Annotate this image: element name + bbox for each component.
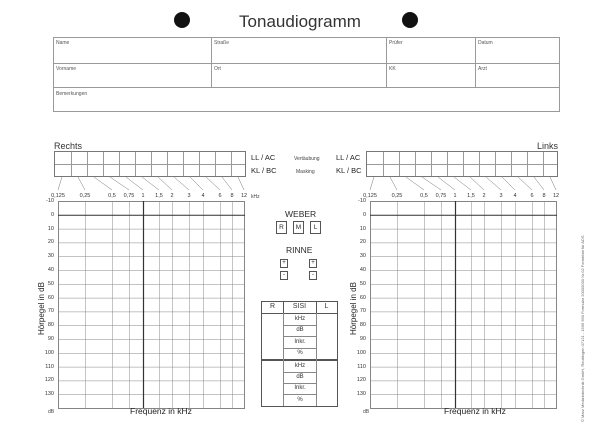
audiogram-grid-left bbox=[370, 201, 558, 409]
db-tick-left: -10 bbox=[358, 198, 366, 204]
field-doctor: Arzt bbox=[478, 66, 487, 72]
frequency-tick-left: 4 bbox=[513, 193, 517, 199]
frequency-tick-right: 3 bbox=[187, 193, 191, 199]
frequency-tick-left: 0,5 bbox=[420, 193, 428, 199]
publisher-imprint: © Marz Medizintechnik GmbH, Reutlingen 07121 - 1596 590 Formular 20000030 Nr.02 Formblatt für ADS bbox=[580, 235, 585, 422]
db-tick-left: 90 bbox=[359, 336, 366, 342]
sisi-row-label: % bbox=[297, 350, 303, 357]
sisi-header-left: L bbox=[324, 303, 329, 310]
db-tick-left: 10 bbox=[359, 225, 366, 232]
db-tick-left: 50 bbox=[359, 280, 366, 287]
db-tick-left: 100 bbox=[356, 349, 366, 356]
rinne-left-plus[interactable]: + bbox=[309, 259, 317, 268]
field-street: Straße bbox=[214, 40, 230, 46]
db-tick-right: 120 bbox=[44, 377, 54, 384]
db-tick-left: 80 bbox=[359, 322, 366, 329]
frequency-tick-left: 1,5 bbox=[467, 193, 475, 199]
ac-label-left: LL / AC bbox=[336, 153, 361, 162]
frequency-tick-right: 0,75 bbox=[123, 193, 135, 199]
x-axis-label-right: Frequenz in kHz bbox=[130, 406, 192, 416]
sisi-row-label: Inkr. bbox=[294, 338, 306, 345]
rinne-right-plus[interactable]: + bbox=[280, 259, 288, 268]
db-unit-right: dB bbox=[48, 409, 55, 415]
frequency-tick-right: 2 bbox=[170, 193, 174, 199]
field-insurance: KK bbox=[389, 66, 396, 72]
field-city: Ort bbox=[214, 66, 221, 72]
frequency-tick-left: 8 bbox=[542, 193, 546, 199]
bc-label-left: KL / BC bbox=[336, 166, 362, 175]
db-tick-right: 100 bbox=[44, 349, 54, 356]
db-tick-right: 50 bbox=[47, 280, 54, 287]
ac-label-right: LL / AC bbox=[251, 153, 276, 162]
frequency-tick-right: 8 bbox=[230, 193, 234, 199]
rinne-left-minus[interactable]: - bbox=[309, 271, 317, 280]
db-tick-left: 20 bbox=[359, 239, 366, 246]
db-tick-left: 70 bbox=[359, 308, 366, 315]
db-tick-right: 130 bbox=[44, 391, 54, 398]
db-tick-right: 90 bbox=[47, 336, 54, 342]
field-firstname: Vorname bbox=[56, 66, 77, 72]
frequency-tick-right: 12 bbox=[240, 193, 248, 199]
sisi-header-right: R bbox=[269, 303, 276, 310]
db-tick-right: -10 bbox=[46, 198, 54, 204]
weber-title: WEBER bbox=[285, 209, 317, 219]
db-tick-right: 70 bbox=[47, 308, 54, 315]
db-tick-right: 0 bbox=[50, 211, 54, 218]
frequency-tick-left: 12 bbox=[552, 193, 560, 199]
db-tick-left: 60 bbox=[359, 294, 366, 301]
db-tick-right: 20 bbox=[47, 239, 54, 246]
frequency-tick-left: 1 bbox=[453, 193, 457, 199]
weber-middle-option[interactable]: M bbox=[293, 221, 304, 234]
khz-unit-right: kHz bbox=[251, 194, 260, 200]
frequency-tick-right: 0,125 bbox=[51, 193, 65, 199]
db-tick-right: 30 bbox=[47, 253, 54, 260]
masking-label: Masking bbox=[296, 169, 315, 175]
sisi-row-label: dB bbox=[296, 374, 304, 380]
sisi-row-label: kHz bbox=[294, 362, 306, 369]
frequency-tick-left: 0,25 bbox=[391, 193, 403, 199]
left-ear-label: Links bbox=[537, 141, 559, 151]
right-ear-label: Rechts bbox=[54, 141, 83, 151]
rinne-right-minus[interactable]: - bbox=[280, 271, 288, 280]
sisi-row-label: Inkr. bbox=[294, 385, 306, 392]
db-tick-left: 120 bbox=[356, 377, 366, 384]
db-tick-left: 40 bbox=[359, 267, 366, 273]
db-tick-right: 10 bbox=[47, 225, 54, 232]
frequency-tick-left: 2 bbox=[482, 193, 486, 199]
db-tick-right: 60 bbox=[47, 294, 54, 301]
frequency-tick-left: 6 bbox=[530, 193, 534, 199]
sisi-row-label: dB bbox=[296, 327, 304, 334]
field-date: Datum bbox=[478, 40, 493, 46]
db-tick-left: 30 bbox=[359, 253, 366, 260]
field-remarks: Bemerkungen bbox=[56, 91, 88, 97]
rinne-title: RINNE bbox=[286, 245, 313, 255]
db-tick-right: 40 bbox=[47, 267, 54, 273]
sisi-row-label: kHz bbox=[294, 316, 306, 322]
frequency-tick-right: 4 bbox=[201, 193, 205, 199]
frequency-tick-left: 0,75 bbox=[435, 193, 447, 199]
db-tick-right: 80 bbox=[47, 322, 54, 329]
db-tick-left: 0 bbox=[362, 211, 366, 218]
frequency-tick-left: 3 bbox=[499, 193, 503, 199]
frequency-tick-left: 0,125 bbox=[363, 193, 377, 199]
db-tick-left: 130 bbox=[356, 391, 366, 398]
weber-left-option[interactable]: L bbox=[310, 221, 321, 234]
x-axis-label-left: Frequenz in kHz bbox=[444, 406, 506, 416]
y-axis-label-right: Hörpegel in dB bbox=[37, 282, 46, 335]
bc-label-right: KL / BC bbox=[251, 166, 277, 175]
frequency-tick-right: 1 bbox=[141, 193, 145, 199]
db-tick-right: 110 bbox=[45, 363, 54, 370]
sisi-row-label: % bbox=[297, 396, 303, 403]
frequency-tick-right: 1,5 bbox=[155, 193, 163, 199]
sisi-header-title: SISI bbox=[292, 303, 307, 310]
field-examiner: Prüfer bbox=[389, 40, 403, 46]
frequency-tick-right: 0,5 bbox=[108, 193, 116, 199]
deafening-label: Vertäubung bbox=[294, 156, 320, 162]
db-unit-left: dB bbox=[363, 409, 370, 415]
frequency-tick-right: 6 bbox=[218, 193, 222, 199]
page-title: Tonaudiogramm bbox=[239, 12, 361, 31]
sisi-table bbox=[261, 301, 338, 407]
db-tick-left: 110 bbox=[357, 363, 366, 370]
audiogram-grid-right bbox=[58, 201, 246, 409]
frequency-tick-right: 0,25 bbox=[79, 193, 91, 199]
field-name: Name bbox=[56, 40, 70, 46]
y-axis-label-left: Hörpegel in dB bbox=[349, 282, 358, 335]
weber-right-option[interactable]: R bbox=[276, 221, 287, 234]
